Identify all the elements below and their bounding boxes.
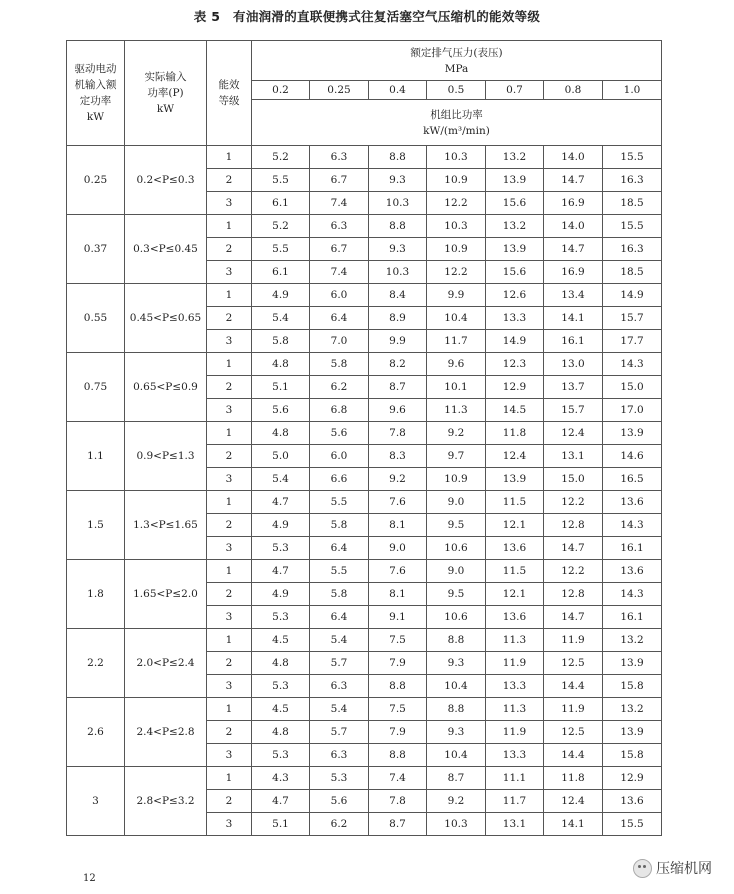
specific-power-cell: 14.6 <box>603 445 662 468</box>
specific-power-cell: 7.8 <box>369 422 427 445</box>
efficiency-level-cell: 3 <box>207 606 252 629</box>
specific-power-cell: 13.2 <box>603 629 662 652</box>
specific-power-cell: 10.3 <box>369 261 427 284</box>
specific-power-cell: 14.0 <box>544 215 603 238</box>
specific-power-cell: 13.3 <box>486 675 544 698</box>
efficiency-level-cell: 3 <box>207 468 252 491</box>
header-efficiency-level: 能效 等级 <box>207 41 252 146</box>
specific-power-cell: 9.9 <box>369 330 427 353</box>
specific-power-cell: 4.5 <box>252 698 310 721</box>
specific-power-cell: 13.6 <box>603 491 662 514</box>
header-pressure: 额定排气压力(表压) MPa <box>252 41 662 81</box>
efficiency-level-cell: 2 <box>207 790 252 813</box>
specific-power-cell: 15.5 <box>603 215 662 238</box>
specific-power-cell: 9.5 <box>427 583 486 606</box>
specific-power-cell: 9.0 <box>427 560 486 583</box>
specific-power-cell: 6.2 <box>310 813 369 836</box>
specific-power-cell: 13.9 <box>486 238 544 261</box>
specific-power-cell: 13.6 <box>486 537 544 560</box>
specific-power-cell: 12.6 <box>486 284 544 307</box>
rated-power-cell: 1.1 <box>67 422 125 491</box>
specific-power-cell: 12.8 <box>544 514 603 537</box>
efficiency-level-cell: 1 <box>207 560 252 583</box>
specific-power-cell: 15.0 <box>544 468 603 491</box>
specific-power-cell: 7.5 <box>369 629 427 652</box>
specific-power-cell: 13.2 <box>486 215 544 238</box>
pressure-header-cell: 0.4 <box>369 81 427 100</box>
efficiency-level-cell: 1 <box>207 215 252 238</box>
specific-power-cell: 11.9 <box>544 629 603 652</box>
efficiency-level-cell: 3 <box>207 192 252 215</box>
specific-power-cell: 11.8 <box>486 422 544 445</box>
specific-power-cell: 10.4 <box>427 675 486 698</box>
specific-power-cell: 13.6 <box>486 606 544 629</box>
efficiency-level-cell: 2 <box>207 238 252 261</box>
header-actual-power: 实际输入 功率(P) kW <box>125 41 207 146</box>
specific-power-cell: 5.1 <box>252 376 310 399</box>
specific-power-cell: 8.7 <box>369 376 427 399</box>
specific-power-cell: 5.3 <box>252 537 310 560</box>
specific-power-cell: 13.1 <box>544 445 603 468</box>
specific-power-cell: 9.3 <box>369 238 427 261</box>
specific-power-cell: 17.0 <box>603 399 662 422</box>
efficiency-level-cell: 2 <box>207 583 252 606</box>
pressure-header-cell: 0.8 <box>544 81 603 100</box>
specific-power-cell: 16.1 <box>544 330 603 353</box>
specific-power-cell: 14.9 <box>486 330 544 353</box>
specific-power-cell: 4.9 <box>252 583 310 606</box>
specific-power-cell: 9.6 <box>369 399 427 422</box>
specific-power-cell: 14.1 <box>544 307 603 330</box>
specific-power-cell: 5.6 <box>310 422 369 445</box>
specific-power-cell: 13.9 <box>603 652 662 675</box>
specific-power-cell: 12.3 <box>486 353 544 376</box>
specific-power-cell: 14.5 <box>486 399 544 422</box>
specific-power-cell: 7.4 <box>310 261 369 284</box>
efficiency-level-cell: 1 <box>207 422 252 445</box>
specific-power-cell: 9.5 <box>427 514 486 537</box>
rated-power-cell: 1.5 <box>67 491 125 560</box>
specific-power-cell: 14.4 <box>544 675 603 698</box>
power-range-cell: 0.9<P≤1.3 <box>125 422 207 491</box>
efficiency-level-cell: 2 <box>207 514 252 537</box>
specific-power-cell: 6.2 <box>310 376 369 399</box>
specific-power-cell: 5.4 <box>310 629 369 652</box>
specific-power-cell: 12.8 <box>544 583 603 606</box>
specific-power-cell: 14.3 <box>603 514 662 537</box>
specific-power-cell: 6.7 <box>310 238 369 261</box>
specific-power-cell: 9.3 <box>369 169 427 192</box>
specific-power-cell: 10.3 <box>369 192 427 215</box>
page-number: 12 <box>83 873 96 884</box>
specific-power-cell: 9.9 <box>427 284 486 307</box>
specific-power-cell: 13.2 <box>603 698 662 721</box>
specific-power-cell: 9.0 <box>427 491 486 514</box>
power-range-cell: 2.8<P≤3.2 <box>125 767 207 836</box>
efficiency-level-cell: 3 <box>207 744 252 767</box>
efficiency-level-cell: 3 <box>207 261 252 284</box>
specific-power-cell: 4.3 <box>252 767 310 790</box>
watermark <box>633 858 712 878</box>
specific-power-cell: 11.9 <box>486 652 544 675</box>
specific-power-cell: 6.3 <box>310 675 369 698</box>
specific-power-cell: 13.9 <box>603 422 662 445</box>
specific-power-cell: 10.6 <box>427 537 486 560</box>
efficiency-table <box>66 40 662 836</box>
specific-power-cell: 4.7 <box>252 560 310 583</box>
specific-power-cell: 4.7 <box>252 491 310 514</box>
specific-power-cell: 8.8 <box>427 629 486 652</box>
specific-power-cell: 5.6 <box>310 790 369 813</box>
table-row <box>67 629 662 652</box>
watermark-text: 压缩机网 <box>656 861 712 877</box>
efficiency-level-cell: 1 <box>207 353 252 376</box>
specific-power-cell: 12.5 <box>544 721 603 744</box>
table-row <box>67 284 662 307</box>
specific-power-cell: 6.6 <box>310 468 369 491</box>
specific-power-cell: 15.7 <box>544 399 603 422</box>
specific-power-cell: 6.1 <box>252 192 310 215</box>
specific-power-cell: 13.3 <box>486 744 544 767</box>
specific-power-cell: 10.9 <box>427 468 486 491</box>
table-row <box>67 422 662 445</box>
specific-power-cell: 12.9 <box>603 767 662 790</box>
specific-power-cell: 7.4 <box>310 192 369 215</box>
specific-power-cell: 5.8 <box>252 330 310 353</box>
pressure-header-cell: 0.7 <box>486 81 544 100</box>
specific-power-cell: 12.9 <box>486 376 544 399</box>
specific-power-cell: 10.4 <box>427 744 486 767</box>
efficiency-level-cell: 1 <box>207 491 252 514</box>
specific-power-cell: 5.3 <box>252 606 310 629</box>
power-range-cell: 0.2<P≤0.3 <box>125 146 207 215</box>
efficiency-level-cell: 3 <box>207 330 252 353</box>
specific-power-cell: 7.5 <box>369 698 427 721</box>
specific-power-cell: 15.6 <box>486 192 544 215</box>
specific-power-cell: 8.1 <box>369 583 427 606</box>
specific-power-cell: 12.2 <box>544 560 603 583</box>
specific-power-cell: 12.4 <box>544 790 603 813</box>
specific-power-cell: 13.9 <box>486 468 544 491</box>
specific-power-cell: 8.8 <box>369 215 427 238</box>
specific-power-cell: 11.3 <box>427 399 486 422</box>
specific-power-cell: 10.3 <box>427 813 486 836</box>
specific-power-cell: 8.1 <box>369 514 427 537</box>
specific-power-cell: 10.9 <box>427 169 486 192</box>
specific-power-cell: 4.7 <box>252 790 310 813</box>
specific-power-cell: 8.2 <box>369 353 427 376</box>
specific-power-cell: 5.3 <box>252 744 310 767</box>
specific-power-cell: 5.3 <box>252 675 310 698</box>
specific-power-cell: 5.1 <box>252 813 310 836</box>
specific-power-cell: 7.6 <box>369 491 427 514</box>
specific-power-cell: 4.9 <box>252 284 310 307</box>
specific-power-cell: 14.3 <box>603 353 662 376</box>
specific-power-cell: 14.3 <box>603 583 662 606</box>
specific-power-cell: 11.9 <box>486 721 544 744</box>
specific-power-cell: 8.3 <box>369 445 427 468</box>
specific-power-cell: 4.8 <box>252 721 310 744</box>
specific-power-cell: 18.5 <box>603 192 662 215</box>
specific-power-cell: 11.7 <box>427 330 486 353</box>
header-specific-power: 机组比功率 kW/(m³/min) <box>252 100 662 146</box>
specific-power-cell: 14.4 <box>544 744 603 767</box>
specific-power-cell: 5.0 <box>252 445 310 468</box>
rated-power-cell: 3 <box>67 767 125 836</box>
specific-power-cell: 13.9 <box>486 169 544 192</box>
specific-power-cell: 8.7 <box>427 767 486 790</box>
specific-power-cell: 8.8 <box>369 744 427 767</box>
specific-power-cell: 8.8 <box>369 675 427 698</box>
specific-power-cell: 5.8 <box>310 583 369 606</box>
specific-power-cell: 13.7 <box>544 376 603 399</box>
specific-power-cell: 5.7 <box>310 721 369 744</box>
specific-power-cell: 11.5 <box>486 491 544 514</box>
specific-power-cell: 5.5 <box>310 560 369 583</box>
specific-power-cell: 7.8 <box>369 790 427 813</box>
table-row <box>67 146 662 169</box>
specific-power-cell: 6.0 <box>310 445 369 468</box>
specific-power-cell: 13.6 <box>603 560 662 583</box>
specific-power-cell: 11.8 <box>544 767 603 790</box>
specific-power-cell: 16.5 <box>603 468 662 491</box>
efficiency-level-cell: 1 <box>207 146 252 169</box>
pressure-header-cell: 0.2 <box>252 81 310 100</box>
specific-power-cell: 13.4 <box>544 284 603 307</box>
rated-power-cell: 1.8 <box>67 560 125 629</box>
specific-power-cell: 16.9 <box>544 261 603 284</box>
specific-power-cell: 10.4 <box>427 307 486 330</box>
specific-power-cell: 14.7 <box>544 606 603 629</box>
specific-power-cell: 5.4 <box>310 698 369 721</box>
specific-power-cell: 12.2 <box>427 261 486 284</box>
specific-power-cell: 6.3 <box>310 215 369 238</box>
specific-power-cell: 5.5 <box>252 238 310 261</box>
specific-power-cell: 5.5 <box>310 491 369 514</box>
specific-power-cell: 9.6 <box>427 353 486 376</box>
specific-power-cell: 9.2 <box>427 790 486 813</box>
wechat-icon <box>633 859 652 878</box>
efficiency-level-cell: 1 <box>207 284 252 307</box>
specific-power-cell: 9.3 <box>427 652 486 675</box>
rated-power-cell: 2.6 <box>67 698 125 767</box>
specific-power-cell: 15.7 <box>603 307 662 330</box>
table-title: 表 5 有油润滑的直联便携式往复活塞空气压缩机的能效等级 <box>193 9 541 24</box>
specific-power-cell: 12.4 <box>544 422 603 445</box>
specific-power-cell: 12.2 <box>544 491 603 514</box>
specific-power-cell: 8.9 <box>369 307 427 330</box>
specific-power-cell: 16.3 <box>603 238 662 261</box>
specific-power-cell: 17.7 <box>603 330 662 353</box>
efficiency-level-cell: 3 <box>207 675 252 698</box>
specific-power-cell: 9.2 <box>369 468 427 491</box>
rated-power-cell: 0.25 <box>67 146 125 215</box>
rated-power-cell: 0.55 <box>67 284 125 353</box>
table-row <box>67 215 662 238</box>
specific-power-cell: 16.1 <box>603 537 662 560</box>
efficiency-level-cell: 3 <box>207 813 252 836</box>
specific-power-cell: 4.9 <box>252 514 310 537</box>
specific-power-cell: 14.7 <box>544 238 603 261</box>
specific-power-cell: 13.3 <box>486 307 544 330</box>
specific-power-cell: 12.5 <box>544 652 603 675</box>
efficiency-level-cell: 1 <box>207 767 252 790</box>
efficiency-level-cell: 3 <box>207 399 252 422</box>
efficiency-level-cell: 2 <box>207 652 252 675</box>
table-row <box>67 491 662 514</box>
specific-power-cell: 14.7 <box>544 537 603 560</box>
specific-power-cell: 13.1 <box>486 813 544 836</box>
specific-power-cell: 15.8 <box>603 744 662 767</box>
pressure-header-cell: 0.25 <box>310 81 369 100</box>
table-row <box>67 767 662 790</box>
specific-power-cell: 10.9 <box>427 238 486 261</box>
specific-power-cell: 11.3 <box>486 629 544 652</box>
specific-power-cell: 6.4 <box>310 606 369 629</box>
specific-power-cell: 11.1 <box>486 767 544 790</box>
specific-power-cell: 11.7 <box>486 790 544 813</box>
specific-power-cell: 5.8 <box>310 353 369 376</box>
specific-power-cell: 10.3 <box>427 146 486 169</box>
table-row <box>67 560 662 583</box>
specific-power-cell: 5.4 <box>252 307 310 330</box>
specific-power-cell: 9.2 <box>427 422 486 445</box>
specific-power-cell: 7.4 <box>369 767 427 790</box>
specific-power-cell: 11.5 <box>486 560 544 583</box>
specific-power-cell: 9.3 <box>427 721 486 744</box>
power-range-cell: 1.65<P≤2.0 <box>125 560 207 629</box>
specific-power-cell: 4.5 <box>252 629 310 652</box>
specific-power-cell: 7.9 <box>369 721 427 744</box>
pressure-header-cell: 1.0 <box>603 81 662 100</box>
specific-power-cell: 15.0 <box>603 376 662 399</box>
table-row <box>67 353 662 376</box>
specific-power-cell: 8.8 <box>369 146 427 169</box>
specific-power-cell: 13.9 <box>603 721 662 744</box>
specific-power-cell: 6.3 <box>310 744 369 767</box>
specific-power-cell: 7.0 <box>310 330 369 353</box>
efficiency-level-cell: 2 <box>207 307 252 330</box>
specific-power-cell: 14.1 <box>544 813 603 836</box>
efficiency-level-cell: 3 <box>207 537 252 560</box>
specific-power-cell: 16.3 <box>603 169 662 192</box>
table-row <box>67 698 662 721</box>
specific-power-cell: 9.1 <box>369 606 427 629</box>
power-range-cell: 2.0<P≤2.4 <box>125 629 207 698</box>
specific-power-cell: 9.0 <box>369 537 427 560</box>
specific-power-cell: 6.3 <box>310 146 369 169</box>
specific-power-cell: 10.3 <box>427 215 486 238</box>
specific-power-cell: 13.6 <box>603 790 662 813</box>
efficiency-level-cell: 1 <box>207 698 252 721</box>
specific-power-cell: 15.6 <box>486 261 544 284</box>
specific-power-cell: 12.4 <box>486 445 544 468</box>
specific-power-cell: 12.1 <box>486 583 544 606</box>
specific-power-cell: 8.7 <box>369 813 427 836</box>
specific-power-cell: 4.8 <box>252 353 310 376</box>
specific-power-cell: 5.8 <box>310 514 369 537</box>
specific-power-cell: 10.6 <box>427 606 486 629</box>
specific-power-cell: 12.2 <box>427 192 486 215</box>
specific-power-cell: 15.5 <box>603 146 662 169</box>
specific-power-cell: 16.9 <box>544 192 603 215</box>
specific-power-cell: 6.7 <box>310 169 369 192</box>
specific-power-cell: 6.4 <box>310 307 369 330</box>
specific-power-cell: 4.8 <box>252 422 310 445</box>
efficiency-level-cell: 2 <box>207 445 252 468</box>
specific-power-cell: 13.2 <box>486 146 544 169</box>
specific-power-cell: 5.2 <box>252 215 310 238</box>
specific-power-cell: 12.1 <box>486 514 544 537</box>
efficiency-level-cell: 1 <box>207 629 252 652</box>
power-range-cell: 2.4<P≤2.8 <box>125 698 207 767</box>
specific-power-cell: 13.0 <box>544 353 603 376</box>
efficiency-level-cell: 2 <box>207 169 252 192</box>
specific-power-cell: 5.3 <box>310 767 369 790</box>
specific-power-cell: 7.6 <box>369 560 427 583</box>
rated-power-cell: 0.37 <box>67 215 125 284</box>
specific-power-cell: 5.4 <box>252 468 310 491</box>
specific-power-cell: 14.0 <box>544 146 603 169</box>
specific-power-cell: 5.6 <box>252 399 310 422</box>
specific-power-cell: 8.8 <box>427 698 486 721</box>
specific-power-cell: 6.4 <box>310 537 369 560</box>
specific-power-cell: 10.1 <box>427 376 486 399</box>
rated-power-cell: 2.2 <box>67 629 125 698</box>
specific-power-cell: 4.8 <box>252 652 310 675</box>
power-range-cell: 0.65<P≤0.9 <box>125 353 207 422</box>
specific-power-cell: 5.2 <box>252 146 310 169</box>
specific-power-cell: 8.4 <box>369 284 427 307</box>
efficiency-level-cell: 2 <box>207 376 252 399</box>
power-range-cell: 1.3<P≤1.65 <box>125 491 207 560</box>
specific-power-cell: 5.7 <box>310 652 369 675</box>
specific-power-cell: 16.1 <box>603 606 662 629</box>
efficiency-level-cell: 2 <box>207 721 252 744</box>
header-rated-power: 驱动电动 机输入额 定功率 kW <box>67 41 125 146</box>
pressure-header-cell: 0.5 <box>427 81 486 100</box>
specific-power-cell: 11.9 <box>544 698 603 721</box>
specific-power-cell: 6.8 <box>310 399 369 422</box>
power-range-cell: 0.3<P≤0.45 <box>125 215 207 284</box>
specific-power-cell: 7.9 <box>369 652 427 675</box>
specific-power-cell: 5.5 <box>252 169 310 192</box>
rated-power-cell: 0.75 <box>67 353 125 422</box>
specific-power-cell: 15.5 <box>603 813 662 836</box>
specific-power-cell: 11.3 <box>486 698 544 721</box>
power-range-cell: 0.45<P≤0.65 <box>125 284 207 353</box>
specific-power-cell: 15.8 <box>603 675 662 698</box>
specific-power-cell: 18.5 <box>603 261 662 284</box>
specific-power-cell: 14.9 <box>603 284 662 307</box>
specific-power-cell: 14.7 <box>544 169 603 192</box>
specific-power-cell: 6.1 <box>252 261 310 284</box>
specific-power-cell: 9.7 <box>427 445 486 468</box>
specific-power-cell: 6.0 <box>310 284 369 307</box>
